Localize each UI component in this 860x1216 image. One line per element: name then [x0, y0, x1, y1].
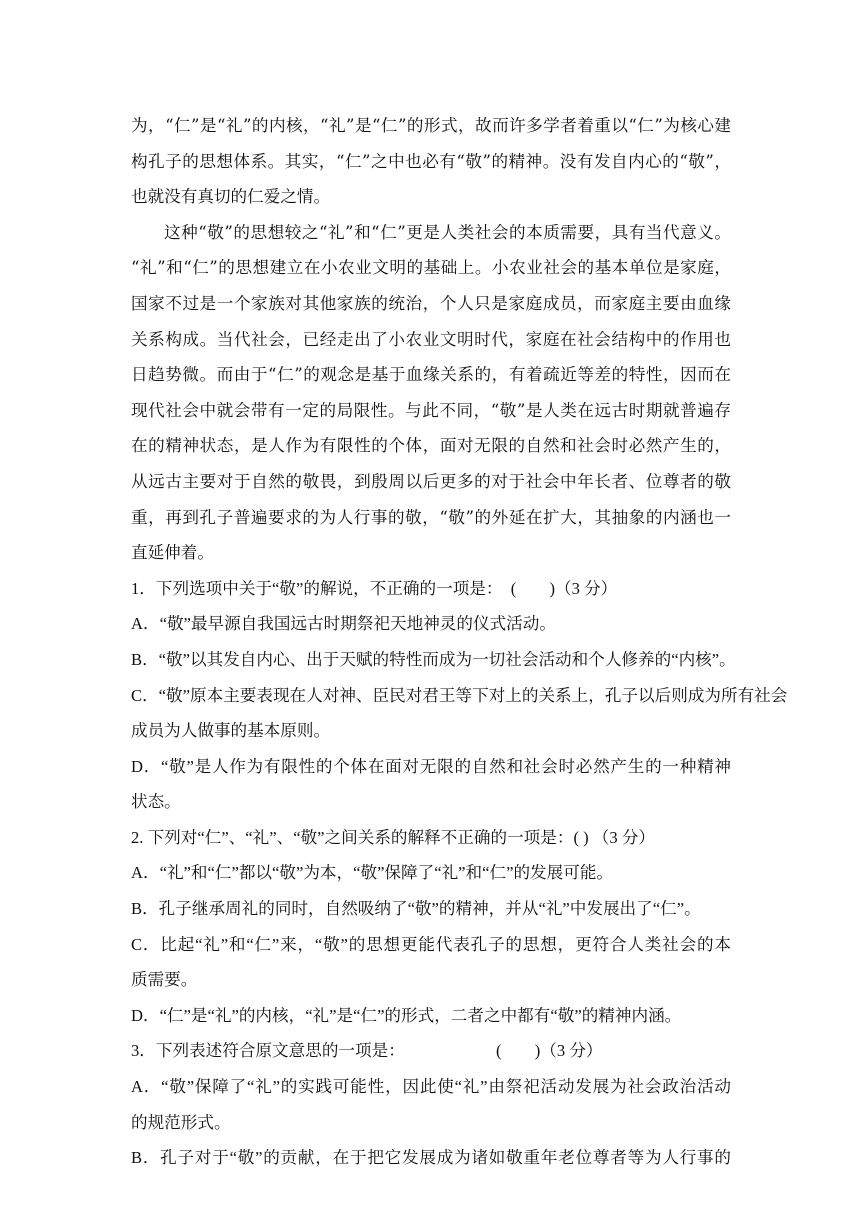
option-c-continued: 成员为人做事的基本原则。 [131, 721, 331, 741]
question-1 [131, 571, 788, 820]
passage-line: “礼”和“仁”的思想建立在小农业文明的基础上。小农业社会的基本单位是家庭， [131, 258, 731, 278]
question-stem: 3．下列表述符合原文意思的一项是： ( )（3 分） [131, 1041, 603, 1061]
passage-line: 重，再到孔子普遍要求的为人行事的敬，“敬”的外延在扩大，其抽象的内涵也一 [131, 507, 731, 527]
option-d: D．“仁”是“礼”的内核，“礼”是“仁”的形式，二者之中都有“敬”的精神内涵。 [131, 1005, 682, 1025]
passage-line: 为，“仁”是“礼”的内核，“礼”是“仁”的形式，故而许多学者着重以“仁”为核心建 [131, 116, 731, 135]
option-a: A．“礼”和“仁”都以“敬”为本，“敬”保障了“礼”和“仁”的发展可能。 [131, 863, 614, 883]
option-c: C．比起“礼”和“仁”来，“敬”的思想更能代表孔子的思想，更符合人类社会的本 [131, 934, 731, 954]
passage-line: 从远古主要对于自然的敬畏，到殷周以后更多的对于社会中年长者、位尊者的敬 [131, 471, 731, 491]
question-stem: 2. 下列对“仁”、“礼”、“敬”之间关系的解释不正确的一项是：( ) （3 分） [131, 827, 656, 847]
option-c-continued: 质需要。 [131, 970, 198, 990]
passage-line: 这种“敬”的思想较之“礼”和“仁”更是人类社会的本质需要，具有当代意义。 [164, 222, 731, 242]
option-a: A．“敬”最早源自我国远古时期祭祀天地神灵的仪式活动。 [131, 614, 556, 634]
question-3 [131, 1033, 731, 1175]
option-a-continued: 的规范形式。 [131, 1112, 231, 1132]
passage-line: 在的精神状态，是人作为有限性的个体，面对无限的自然和社会时必然产生的， [131, 436, 731, 456]
passage-line: 国家不过是一个家族对其他家族的统治，个人只是家庭成员，而家庭主要由血缘 [131, 293, 731, 313]
document-body [131, 108, 788, 1176]
passage-line: 现代社会中就会带有一定的局限性。与此不同，“敬”是人类在远古时期就普遍存 [131, 400, 731, 420]
passage-paragraph-2 [131, 215, 731, 571]
passage-line: 也就没有真切的仁爱之情。 [131, 187, 331, 207]
question-stem: 1．下列选项中关于“敬”的解说，不正确的一项是： ( )（3 分） [131, 578, 618, 598]
passage-paragraph-1 [131, 108, 731, 215]
option-d-continued: 状态。 [131, 792, 181, 812]
passage-line: 关系构成。当代社会，已经走出了小农业文明时代，家庭在社会结构中的作用也 [131, 329, 731, 349]
passage-line: 构孔子的思想体系。其实，“仁”之中也必有“敬”的精神。没有发自内心的“敬”， [131, 151, 731, 171]
option-c: C．“敬”原本主要表现在人对神、臣民对君王等下对上的关系上，孔子以后则成为所有社会 [131, 685, 788, 705]
option-a: A．“敬”保障了“礼”的实践可能性，因此使“礼”由祭祀活动发展为社会政治活动 [131, 1077, 731, 1097]
option-b: B．孔子对于“敬”的贡献，在于把它发展成为诸如敬重年老位尊者等为人行事的 [131, 1148, 731, 1168]
option-b: B．孔子继承周礼的同时，自然吸纳了“敬”的精神，并从“礼”中发展出了“仁”。 [131, 899, 701, 919]
question-2 [131, 820, 731, 1034]
option-b: B．“敬”以其发自内心、出于天赋的特性而成为一切社会活动和个人修养的“内核”。 [131, 649, 736, 669]
option-d: D．“敬”是人作为有限性的个体在面对无限的自然和社会时必然产生的一种精神 [131, 756, 731, 776]
passage-line: 直延伸着。 [131, 543, 214, 563]
passage-line: 日趋势微。而由于“仁”的观念是基于血缘关系的，有着疏近等差的特性，因而在 [131, 365, 731, 385]
